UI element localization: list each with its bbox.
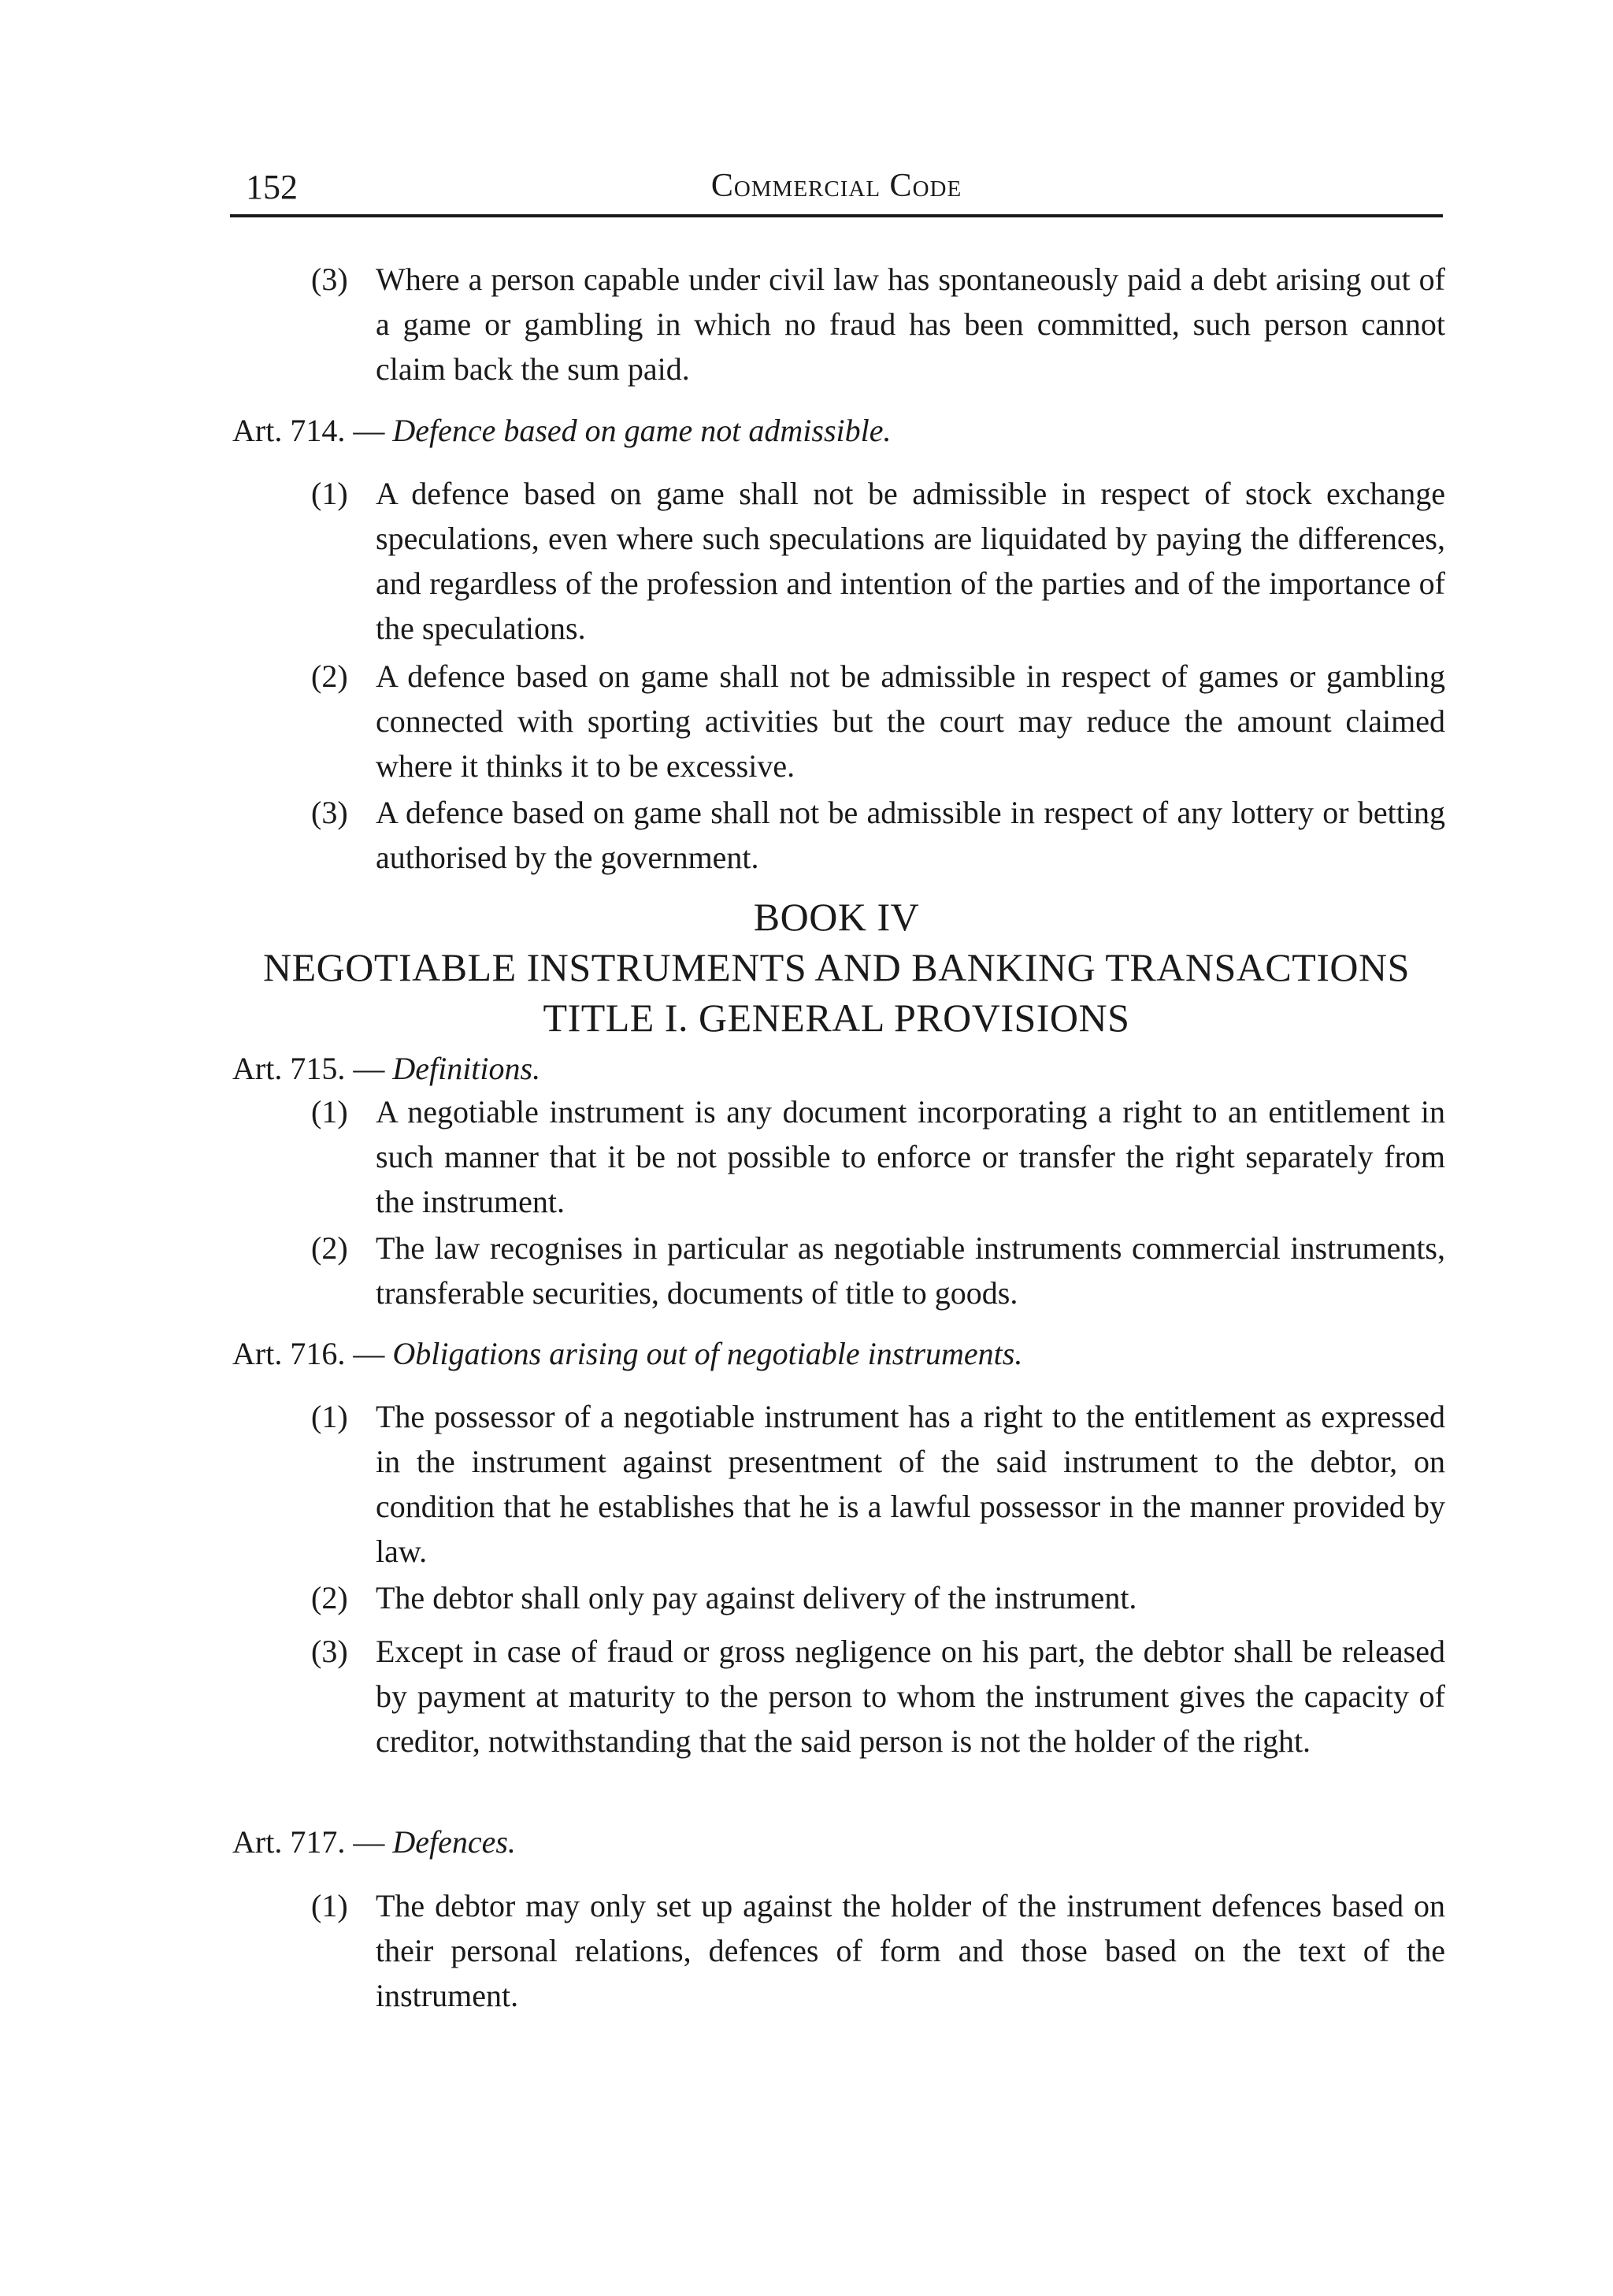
paragraph-number: (3) [311,795,348,830]
art714-paragraph-1 [311,471,1445,651]
paragraph-text: A defence based on game shall not be admissible in respect of any lottery or betting authorised by the government. [376,795,1445,875]
book-title: BOOK IV [753,895,920,939]
paragraph-text: Except in case of fraud or gross negligence on his part, the debtor shall be released by payment at maturity to the person to whom the instrument gives the capacity of creditor, notwithstanding that the said person is not the holder of the right. [376,1634,1445,1759]
running-title: Commercial Code [710,168,962,204]
article-717-heading [232,1819,516,1864]
article-title: Obligations arising out of negotiable instruments. [392,1336,1023,1371]
art716-paragraph-1 [311,1394,1445,1574]
article-number: Art. 717. — [232,1824,393,1860]
paragraph-number: (1) [311,476,348,511]
art713-paragraph-3 [311,257,1445,391]
page-number: 152 [246,168,298,206]
article-title: Defences. [392,1824,516,1860]
article-number: Art. 715. — [232,1051,393,1086]
article-number: Art. 716. — [232,1336,393,1371]
paragraph-text: Where a person capable under civil law has spontaneously paid a debt arising out of a game or gambling in which no fraud has been committed, such person cannot claim back the sum paid. [376,261,1445,387]
paragraph-text: The debtor shall only pay against delivery of the instrument. [376,1580,1137,1615]
paragraph-number: (1) [311,1399,348,1434]
running-header [230,162,1443,217]
art714-paragraph-2 [311,654,1445,788]
book-subtitle: NEGOTIABLE INSTRUMENTS AND BANKING TRANSACTIONS [263,945,1410,989]
paragraph-number: (2) [311,1230,348,1266]
art715-paragraph-2 [311,1226,1445,1315]
paragraph-text: A negotiable instrument is any document incorporating a right to an entitlement in such manner that it be not possible to enforce or transfer the right separately from the instrument. [376,1094,1445,1219]
article-716-heading [232,1331,1022,1376]
paragraph-text: A defence based on game shall not be admissible in respect of stock exchange speculations, even where such speculations are liquidated by paying the differences, and regardless of the profession and intention of the parties and of the importance of the speculations. [376,476,1445,646]
paragraph-number: (2) [311,658,348,694]
art714-paragraph-3 [311,790,1445,880]
paragraph-number: (3) [311,1634,348,1669]
article-715-heading [232,1046,540,1091]
paragraph-text: A defence based on game shall not be admissible in respect of games or gambling connected with sporting activities but the court may reduce the amount claimed where it thinks it to be excessive. [376,658,1445,784]
paragraph-number: (1) [311,1094,348,1129]
title-heading: TITLE I. GENERAL PROVISIONS [543,996,1130,1040]
art716-paragraph-2 [311,1575,1445,1620]
paragraph-text: The law recognises in particular as negotiable instruments commercial instruments, transferable securities, documents of title to goods. [376,1230,1445,1311]
article-number: Art. 714. — [232,413,393,448]
header-rule [230,214,1443,217]
paragraph-text: The debtor may only set up against the holder of the instrument defences based on their personal relations, defences of form and those based on the text of the instrument. [376,1888,1445,2013]
paragraph-number: (3) [311,261,348,297]
article-714-heading [232,408,892,453]
art717-paragraph-1 [311,1883,1445,2018]
paragraph-number: (1) [311,1888,348,1923]
art715-paragraph-1 [311,1089,1445,1224]
book-heading [230,892,1443,1043]
paragraph-text: The possessor of a negotiable instrument has a right to the entitlement as expressed in the instrument against presentment of the said instrument to the debtor, on condition that he establishes that he is a lawful possessor in the manner provided by law. [376,1399,1445,1569]
article-title: Definitions. [392,1051,541,1086]
article-title: Defence based on game not admissible. [392,413,892,448]
art716-paragraph-3 [311,1629,1445,1764]
paragraph-number: (2) [311,1580,348,1615]
